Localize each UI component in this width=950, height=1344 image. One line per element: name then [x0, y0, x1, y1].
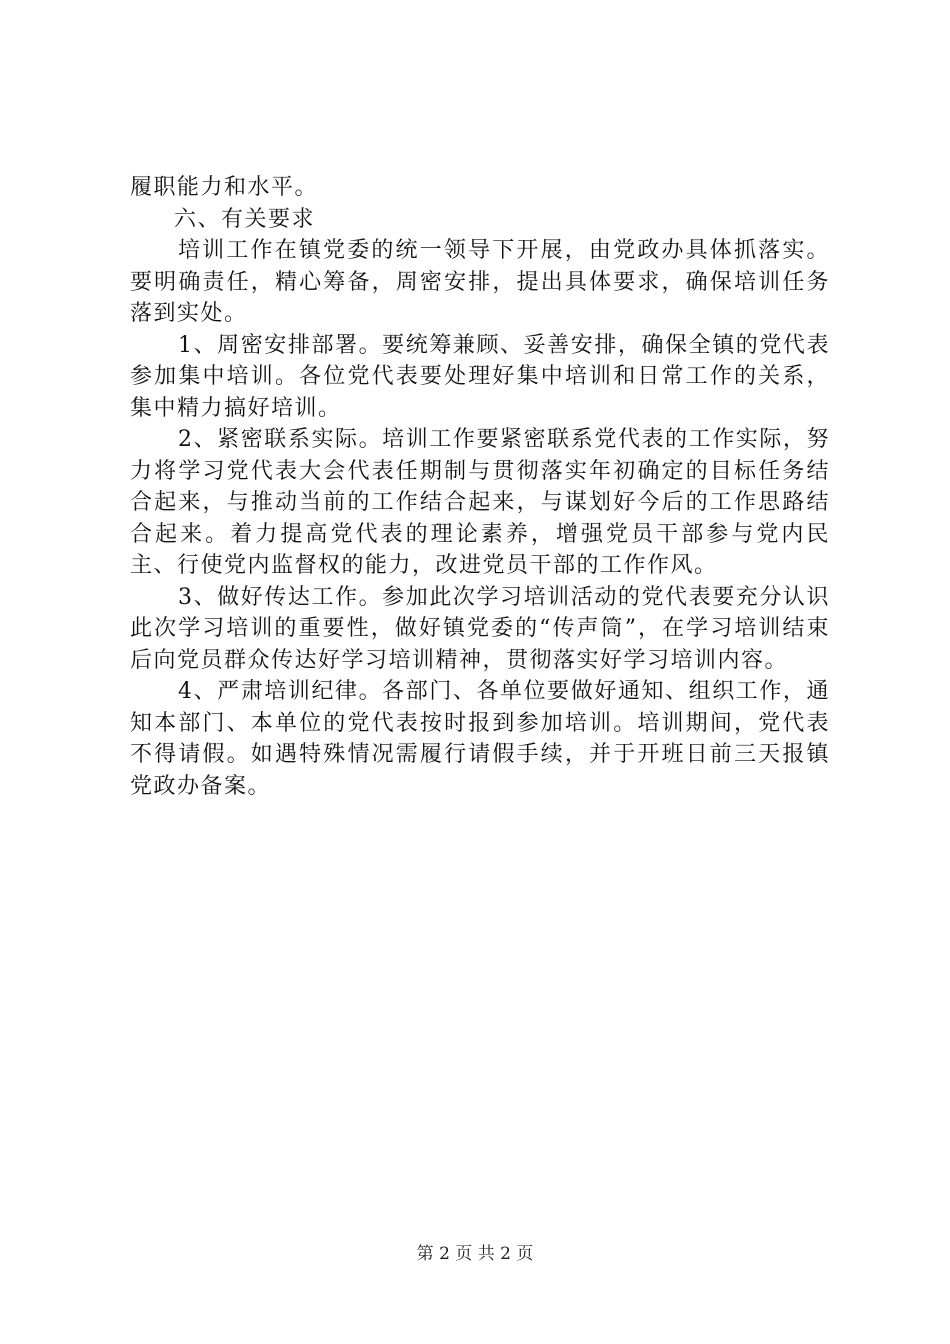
paragraph-item-4: 4、严肃培训纪律。各部门、各单位要做好通知、组织工作，通知本部门、本单位的党代表按时报到参加培训。培训期间，党代表不得请假。如遇特殊情况需履行请假手续，并于开班日前三天报镇党政办备案。	[130, 679, 830, 799]
paragraph-continuation: 履职能力和水平。	[130, 175, 319, 200]
paragraph-item-2: 2、紧密联系实际。培训工作要紧密联系党代表的工作实际，努力将学习党代表大会代表任期制与贯彻落实年初确定的目标任务结合起来，与推动当前的工作结合起来，与谋划好今后的工作思路结合起来。着力提高党代表的理论素养，增强党员干部参与党内民主、行使党内监督权的能力，改进党员干部的工作作风。	[130, 427, 830, 578]
paragraph-intro: 培训工作在镇党委的统一领导下开展，由党政办具体抓落实。要明确责任，精心筹备，周密安排，提出具体要求，确保培训任务落到实处。	[130, 238, 830, 326]
page-number-footer: 第 2 页 共 2 页	[416, 1244, 534, 1264]
paragraph-item-3: 3、做好传达工作。参加此次学习培训活动的党代表要充分认识此次学习培训的重要性，做好镇党委的“传声筒”，在学习培训结束后向党员群众传达好学习培训精神，贯彻落实好学习培训内容。	[130, 584, 830, 673]
paragraph-item-1: 1、周密安排部署。要统筹兼顾、妥善安排，确保全镇的党代表参加集中培训。各位党代表要处理好集中培训和日常工作的关系，集中精力搞好培训。	[130, 332, 830, 421]
document-body	[130, 172, 830, 802]
section-heading-requirements: 六、有关要求	[174, 206, 316, 232]
